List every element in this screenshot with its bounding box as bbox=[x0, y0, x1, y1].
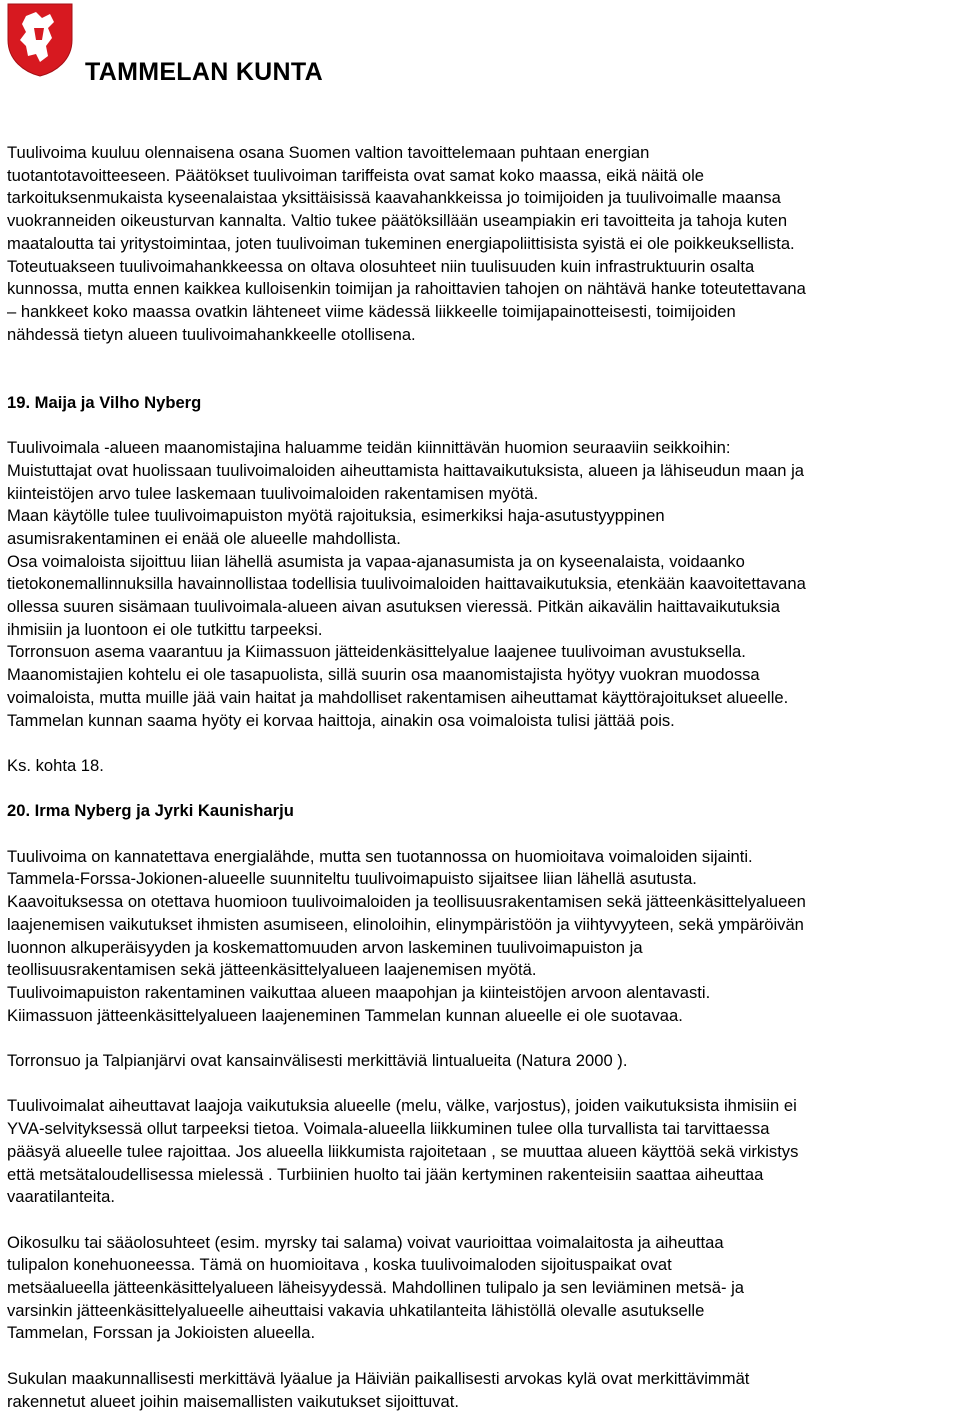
organization-name: TAMMELAN KUNTA bbox=[85, 58, 323, 86]
text-line: ihmisiin ja luontoon ei ole tutkittu tarpeeksi. bbox=[7, 619, 323, 639]
text-line: YVA-selvityksessä ollut tarpeeksi tietoa. Voimala-alueella liikkuminen tulee olla turvallista tai tarvittaessa bbox=[7, 1119, 770, 1139]
text-line: Ks. kohta 18. bbox=[7, 755, 104, 775]
paragraph-spacer bbox=[7, 1073, 957, 1096]
paragraph-spacer bbox=[7, 823, 957, 846]
paragraph bbox=[7, 142, 957, 346]
text-line: pääsyä alueelle tulee rajoittaa. Jos alueella liikkumista rajoitetaan , se muuttaa alueen käyttöä sekä virkistys bbox=[7, 1141, 799, 1161]
text-line: asumisrakentaminen ei enää ole alueelle mahdollista. bbox=[7, 528, 401, 548]
paragraph bbox=[7, 437, 957, 732]
paragraph-spacer bbox=[7, 414, 957, 437]
text-line: – hankkeet koko maassa ovatkin lähteneet viime kädessä liikkeelle toimijapainotteisesti, toimijoiden bbox=[7, 301, 736, 321]
text-line: kunnossa, mutta ennen kaikkea kulloisenkin toimijan ja rahoittavien tahojen on nähtävä hanke toteutettavana bbox=[7, 279, 806, 299]
paragraph bbox=[7, 1095, 957, 1209]
text-line: tarkoituksenmukaista kyseenalaistaa yksittäisissä kaavahankkeissa jo toimijoiden ja tuulivoimalle maansa bbox=[7, 188, 781, 208]
paragraph bbox=[7, 846, 957, 1028]
text-line: Sukulan maakunnallisesti merkittävä lyäalue ja Häiviän paikallisesti arvokas kylä ovat merkittävimmät bbox=[7, 1368, 750, 1388]
text-line: Tuulivoimapuiston rakentaminen vaikuttaa alueen maapohjan ja kiinteistöjen arvoon alentavasti. bbox=[7, 982, 711, 1002]
text-line: Oikosulku tai sääolosuhteet (esim. myrsky tai salama) voivat vaurioittaa voimalaitosta ja aiheuttaa bbox=[7, 1232, 724, 1252]
paragraph-spacer bbox=[7, 1209, 957, 1232]
text-line: vuokranneiden oikeusturvan kannalta. Valtio tukee päätöksillään useampiakin eri tavoitteita ja tahoja kuten bbox=[7, 211, 788, 231]
document-body bbox=[7, 142, 957, 1413]
text-line: tuotantotavoitteeseen. Päätökset tuulivoiman tariffeista ovat samat koko maassa, eikä näitä ole bbox=[7, 165, 705, 185]
text-line: vaaratilanteita. bbox=[7, 1187, 115, 1207]
paragraph-spacer bbox=[7, 1345, 957, 1368]
text-line: rakennetut alueet joihin maisemallisten vaikutukset sijoittuvat. bbox=[7, 1391, 459, 1411]
text-line: Muistuttajat ovat huolissaan tuulivoimaloiden aiheuttamista haittavaikutuksista, alueen ja lähiseudun maan ja bbox=[7, 460, 804, 480]
text-line: nähdessä tietyn alueen tuulivoimahankkeelle otollisena. bbox=[7, 324, 416, 344]
paragraph-spacer bbox=[7, 369, 957, 392]
section-heading: 20. Irma Nyberg ja Jyrki Kaunisharju bbox=[7, 801, 294, 821]
paragraph bbox=[7, 1232, 957, 1346]
text-line: Tammela-Forssa-Jokionen-alueelle suunniteltu tuulivoimapuisto sijaitsee liian lähellä asutusta. bbox=[7, 869, 697, 889]
text-line: Tuulivoimalat aiheuttavat laajoja vaikutuksia alueelle (melu, välke, varjostus), joiden vaikutuksista ihmisiin ei bbox=[7, 1096, 797, 1116]
text-line: että metsätaloudellisessa mielessä . Turbiinien huolto tai jään kertyminen rakenteisiin saattaa aiheuttaa bbox=[7, 1164, 764, 1184]
text-line: Tuulivoima on kannatettava energialähde, mutta sen tuotannossa on huomioitava voimaloiden sijainti. bbox=[7, 846, 753, 866]
text-line: Torronsuon asema vaarantuu ja Kiimassuon jätteidenkäsittelyalue laajenee tuulivoiman avustuksella. bbox=[7, 642, 746, 662]
text-line: laajenemisen vaikutukset ihmisten asumiseen, elinoloihin, elinympäristöön ja viihtyvyyteen, sekä ympäröivän bbox=[7, 914, 804, 934]
text-line: Maanomistajien kohtelu ei ole tasapuolista, sillä suurin osa maanomistajista hyötyy vuokran muodossa bbox=[7, 665, 760, 685]
text-line: varsinkin jätteenkäsittelyalueelle aiheuttaisi vakavia uhkatilanteita lähistöllä olevalle asutukselle bbox=[7, 1300, 705, 1320]
text-line: luonnon alkuperäisyyden ja koskemattomuuden arvon laskeminen tuulivoimapuiston ja bbox=[7, 937, 643, 957]
text-line: Osa voimaloista sijoittuu liian lähellä asumista ja vapaa-ajanasumista ja on kyseenalaista, voidaanko bbox=[7, 551, 745, 571]
text-line: Tammelan kunnan saama hyöty ei korvaa haittoja, ainakin osa voimaloista tulisi jättää pois. bbox=[7, 710, 675, 730]
text-line: Tuulivoimala -alueen maanomistajina haluamme teidän kiinnittävän huomion seuraaviin seikkoihin: bbox=[7, 438, 731, 458]
paragraph bbox=[7, 1050, 957, 1073]
text-line: tulipalon konehuoneessa. Tämä on huomioitava , koska tuulivoimaloden sijoituspaikat ovat bbox=[7, 1255, 672, 1275]
text-line: Torronsuo ja Talpianjärvi ovat kansainvälisesti merkittäviä lintualueita (Natura 2000 ). bbox=[7, 1051, 628, 1071]
text-line: tietokonemallinnuksilla havainnollistaa todellisia tuulivoimaloiden haittavaikutuksia, etenkään kaavoitettavana bbox=[7, 574, 806, 594]
paragraph-spacer bbox=[7, 346, 957, 369]
text-line: Kiimassuon jätteenkäsittelyalueen laajeneminen Tammelan kunnan alueelle ei ole suotavaa. bbox=[7, 1005, 683, 1025]
document-header bbox=[0, 0, 960, 95]
paragraph-spacer bbox=[7, 1027, 957, 1050]
text-line: Toteutuakseen tuulivoimahankkeessa on oltava olosuhteet niin tuulisuuden kuin infrastruktuurin osalta bbox=[7, 256, 755, 276]
text-line: ollessa suuren sisämaan tuulivoimala-alueen aivan asutuksen vieressä. Pitkän aikavälin haittavaikutuksia bbox=[7, 597, 780, 617]
text-line: metsäalueella jätteenkäsittelyalueen läheisyydessä. Mahdollinen tulipalo ja sen leviäminen metsä- ja bbox=[7, 1278, 745, 1298]
section-heading: 19. Maija ja Vilho Nyberg bbox=[7, 392, 202, 412]
paragraph-spacer bbox=[7, 732, 957, 755]
paragraph-spacer bbox=[7, 778, 957, 801]
text-line: teollisuusrakentamisen sekä jätteenkäsittelyalueen laajenemisen myötä. bbox=[7, 960, 537, 980]
text-line: kiinteistöjen arvo tulee laskemaan tuulivoimaloiden rakentamisen myötä. bbox=[7, 483, 539, 503]
text-line: Maan käytölle tulee tuulivoimapuiston myötä rajoituksia, esimerkiksi haja-asutustyyppinen bbox=[7, 506, 665, 526]
text-line: Tammelan, Forssan ja Jokioisten alueella. bbox=[7, 1323, 316, 1343]
municipal-coat-of-arms-icon bbox=[6, 2, 74, 78]
text-line: Kaavoituksessa on otettava huomioon tuulivoimaloiden ja teollisuusrakentamisen sekä jätteenkäsittelyalueen bbox=[7, 892, 806, 912]
paragraph bbox=[7, 755, 957, 778]
text-line: voimaloista, mutta muille jää vain haitat ja mahdolliset rakentamisen aiheuttamat käyttörajoitukset alueelle. bbox=[7, 687, 789, 707]
text-line: maataloutta tai yritystoimintaa, joten tuulivoiman tukeminen energiapoliittisista syistä ei ole poikkeuksellista. bbox=[7, 233, 795, 253]
paragraph bbox=[7, 1368, 957, 1413]
text-line: Tuulivoima kuuluu olennaisena osana Suomen valtion tavoittelemaan puhtaan energian bbox=[7, 143, 650, 162]
